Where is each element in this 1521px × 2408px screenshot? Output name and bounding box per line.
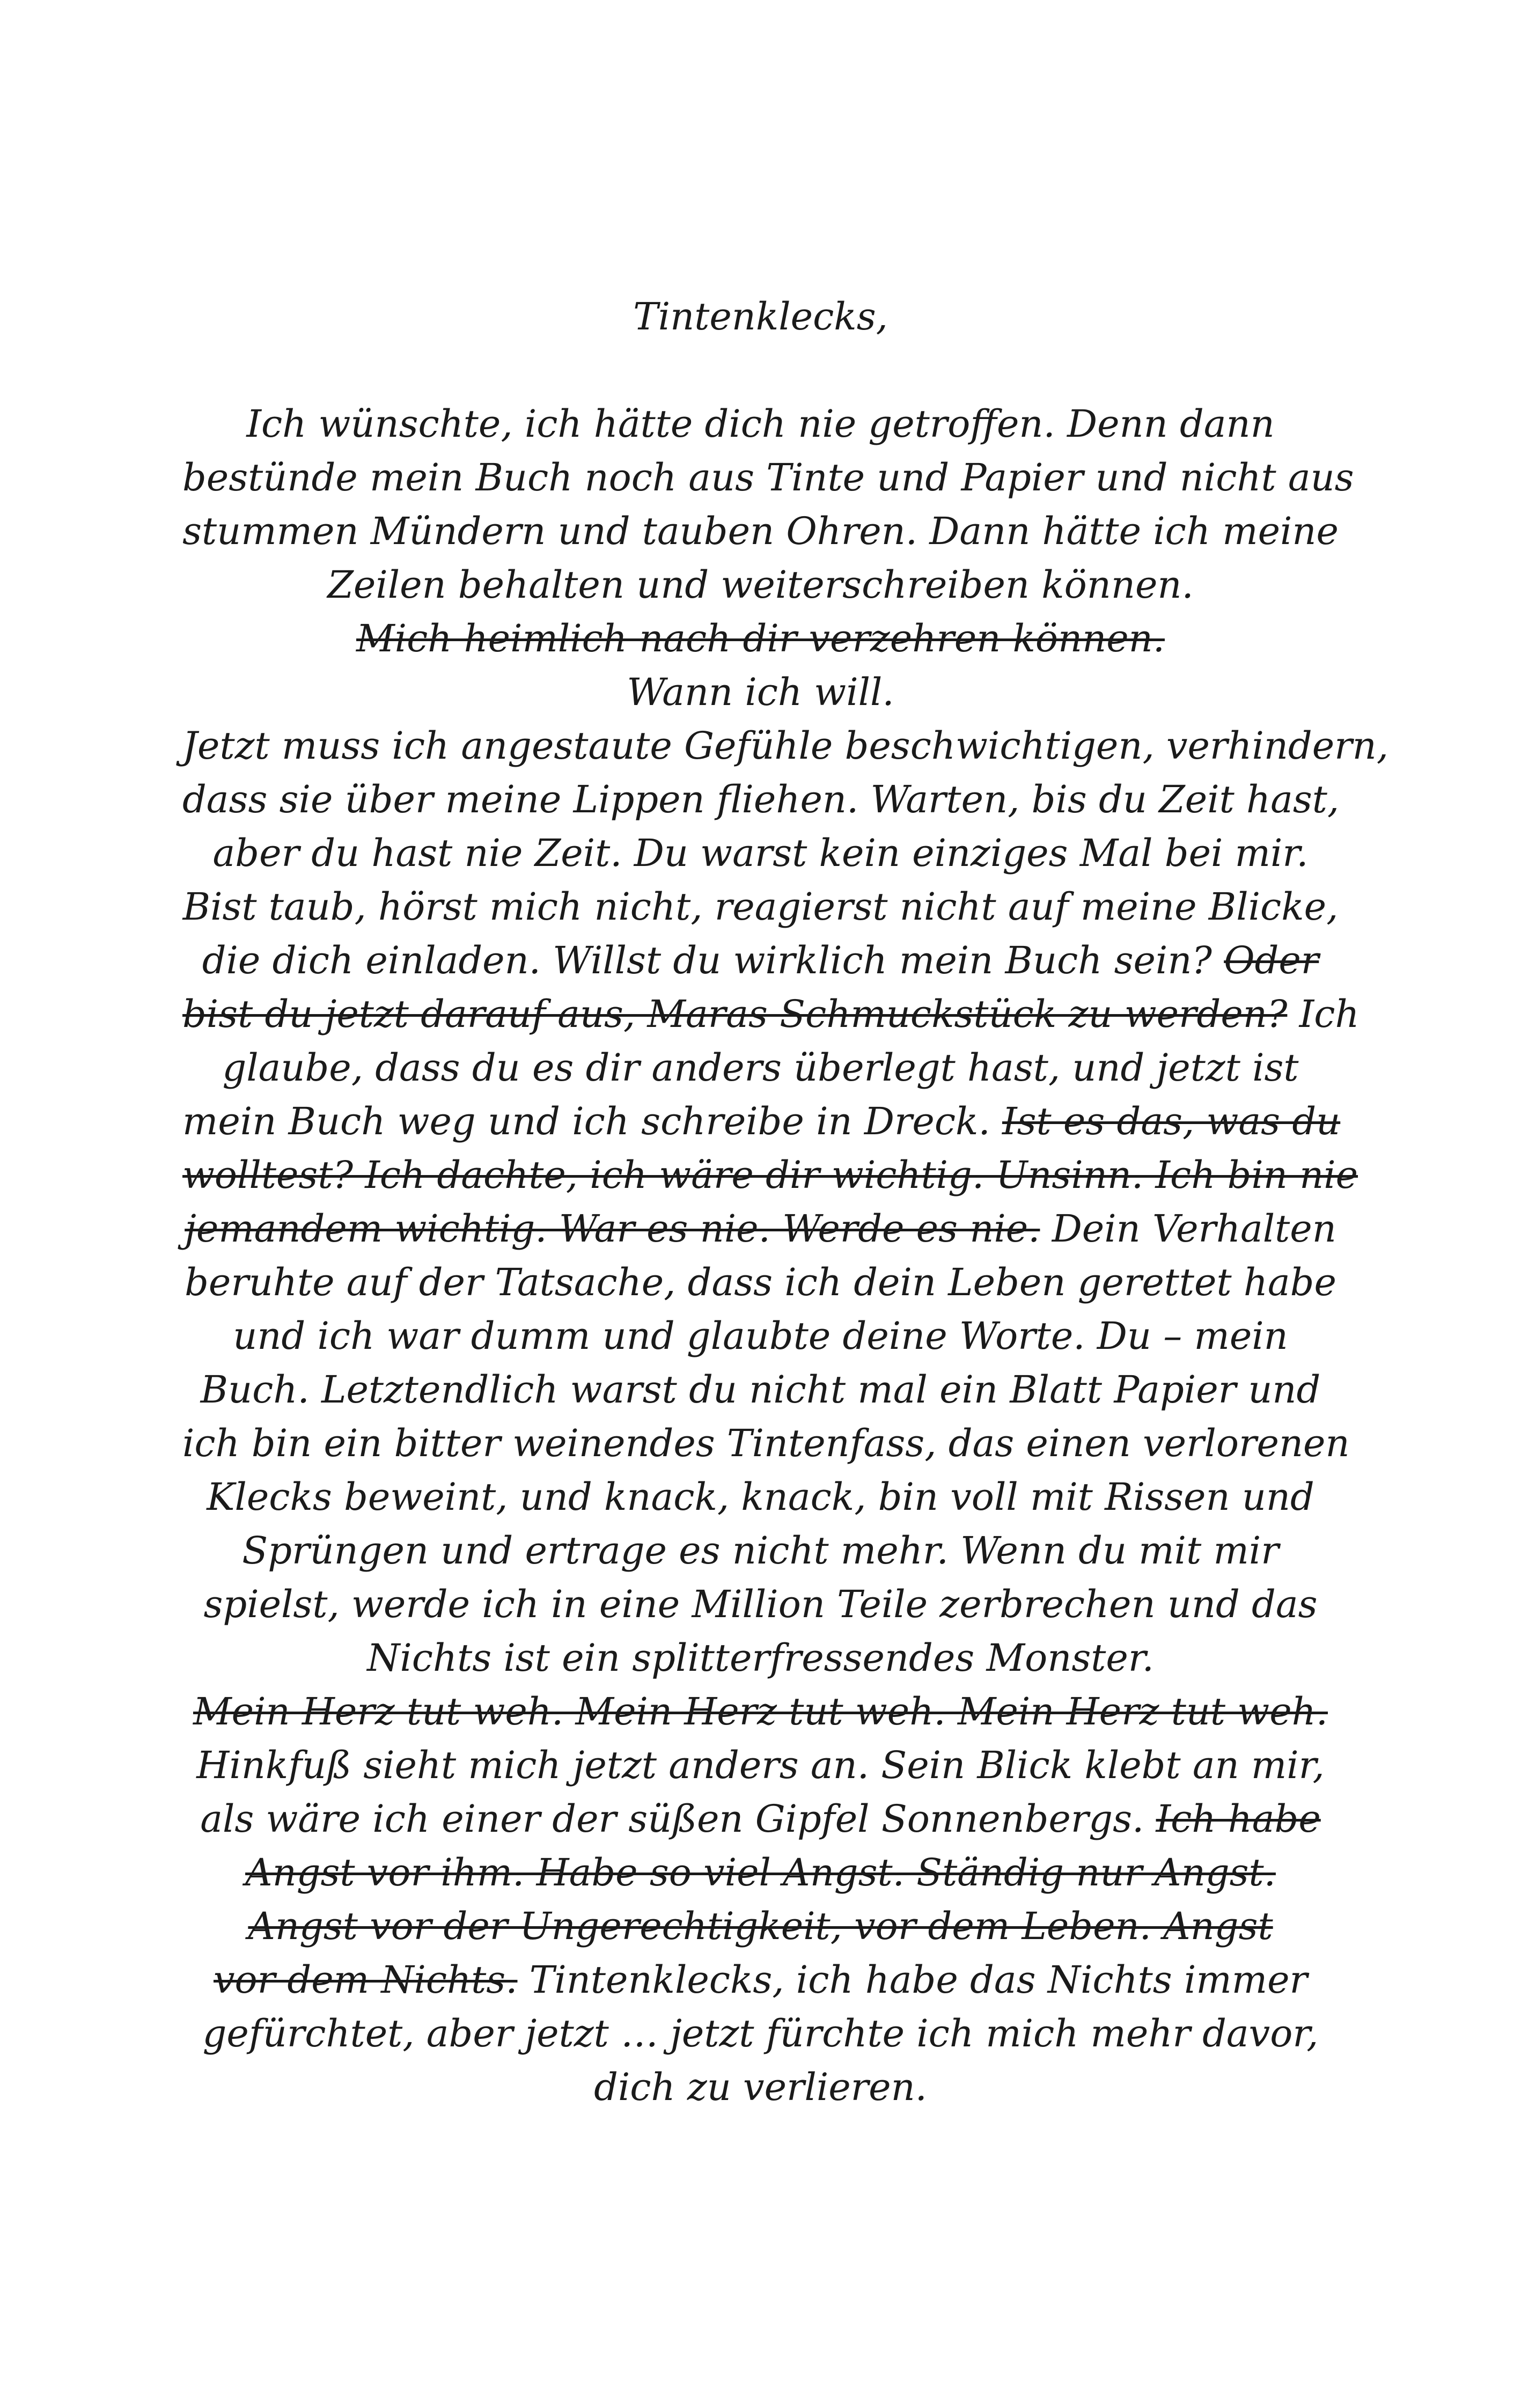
letter-greeting: Tintenklecks, [633, 295, 888, 339]
letter-line [182, 1256, 1339, 1309]
letter-line [182, 934, 1339, 987]
letter-text-segment: Buch. Letztendlich warst du nicht mal ein Blatt Papier und [200, 1368, 1321, 1412]
letter-line [182, 880, 1339, 934]
letter-text-segment: Zeilen behalten und weiterschreiben können. [327, 563, 1194, 607]
struck-text: Mich heimlich nach dir verzehren können. [356, 616, 1165, 660]
letter-line [182, 504, 1339, 558]
letter-text-segment: Nichts ist ein splitterfressendes Monster. [367, 1636, 1154, 1680]
letter-line [182, 612, 1339, 665]
letter-line [182, 1631, 1339, 1685]
letter-line [182, 1095, 1339, 1148]
letter-line [182, 2007, 1339, 2060]
letter-text-segment: dich zu verlieren. [594, 2065, 927, 2109]
letter-text-segment: die dich einladen. Willst du wirklich mein Buch sein? [202, 938, 1224, 982]
letter-line [182, 397, 1339, 451]
letter-line [182, 1363, 1339, 1416]
letter-line [182, 1846, 1339, 1899]
struck-text: Ist es das, was du [1002, 1099, 1341, 1143]
letter-text-segment: bestünde mein Buch noch aus Tinte und Papier und nicht aus [182, 456, 1354, 500]
letter-line [182, 826, 1339, 880]
letter-line [182, 1524, 1339, 1577]
letter-text-segment: Ich [1287, 992, 1360, 1036]
letter-body [182, 397, 1388, 2114]
struck-text: jemandem wichtig. War es nie. Werde es nie. [185, 1207, 1040, 1251]
letter-text-segment: Hinkfuß sieht mich jetzt anders an. Sein Blick klebt an mir, [196, 1743, 1325, 1787]
letter-text-segment: mein Buch weg und ich schreibe in Dreck. [182, 1099, 1002, 1143]
letter-text-segment: aber du hast nie Zeit. Du warst kein einziges Mal bei mir. [212, 831, 1309, 875]
struck-text: bist du jetzt darauf aus, Maras Schmuckstück zu werden? [182, 992, 1288, 1036]
letter-text-segment: Jetzt muss ich angestaute Gefühle beschwichtigen, verhindern, [182, 724, 1388, 768]
letter-text-segment: ich bin ein bitter weinendes Tintenfass, das einen verlorenen [182, 1421, 1350, 1465]
struck-text: Angst vor der Ungerechtigkeit, vor dem Leben. Angst [248, 1904, 1273, 1948]
letter-line [182, 1041, 1339, 1095]
letter-line [182, 558, 1339, 612]
letter-text-segment: Dein Verhalten [1040, 1207, 1336, 1251]
letter-line [182, 1470, 1339, 1524]
letter-line [182, 1792, 1339, 1846]
letter-line [182, 1685, 1339, 1738]
letter-text-segment: stummen Mündern und tauben Ohren. Dann hätte ich meine [182, 509, 1339, 553]
letter-text-segment: dass sie über meine Lippen fliehen. Warten, bis du Zeit hast, [182, 777, 1340, 821]
struck-text: Ich habe [1156, 1797, 1321, 1841]
letter-text-segment: Bist taub, hörst mich nicht, reagierst nicht auf meine Blicke, [182, 885, 1339, 929]
letter-line [182, 719, 1388, 773]
letter-text-segment: Wann ich will. [627, 670, 894, 714]
letter-line [182, 1738, 1339, 1792]
struck-text: Oder [1224, 938, 1319, 982]
letter-line [182, 665, 1339, 719]
struck-text: wolltest? Ich dachte, ich wäre dir wichtig. Unsinn. Ich bin nie [182, 1153, 1358, 1197]
letter-line [182, 1416, 1350, 1470]
struck-text: vor dem Nichts. [213, 1958, 518, 2002]
struck-text: Mein Herz tut weh. Mein Herz tut weh. Mein Herz tut weh. [193, 1690, 1328, 1734]
letter-line [182, 773, 1339, 826]
letter-text-segment: beruhte auf der Tatsache, dass ich dein Leben gerettet habe [185, 1260, 1336, 1304]
letter-text-segment: Sprüngen und ertrage es nicht mehr. Wenn du mit mir [242, 1529, 1279, 1573]
letter-text-segment: gefürchtet, aber jetzt … jetzt fürchte ich mich mehr davor, [202, 2011, 1319, 2055]
letter-line [182, 1148, 1358, 1202]
letter-line [182, 451, 1354, 504]
letter-text-segment: als wäre ich einer der süßen Gipfel Sonnenbergs. [200, 1797, 1156, 1841]
letter-text-segment: Ich wünschte, ich hätte dich nie getroffen. Denn dann [246, 402, 1275, 446]
letter-line [182, 2060, 1339, 2114]
letter-text-segment: Tintenklecks, ich habe das Nichts immer [517, 1958, 1308, 2002]
letter-text-segment: glaube, dass du es dir anders überlegt hast, und jetzt ist [222, 1046, 1299, 1090]
letter-text-segment: Klecks beweint, und knack, knack, bin voll mit Rissen und [207, 1475, 1314, 1519]
letter-text [182, 290, 1388, 2114]
letter-line [182, 1309, 1339, 1363]
letter-line [182, 1899, 1339, 1953]
letter-line [182, 1577, 1339, 1631]
struck-text: Angst vor ihm. Habe so viel Angst. Ständig nur Angst. [245, 1851, 1276, 1895]
letter-line [182, 1202, 1339, 1256]
letter-line [182, 1953, 1339, 2007]
letter-text-segment: spielst, werde ich in eine Million Teile zerbrechen und das [203, 1582, 1318, 1626]
letter-line [182, 987, 1360, 1041]
letter-text-segment: und ich war dumm und glaubte deine Worte. Du – mein [233, 1314, 1288, 1358]
